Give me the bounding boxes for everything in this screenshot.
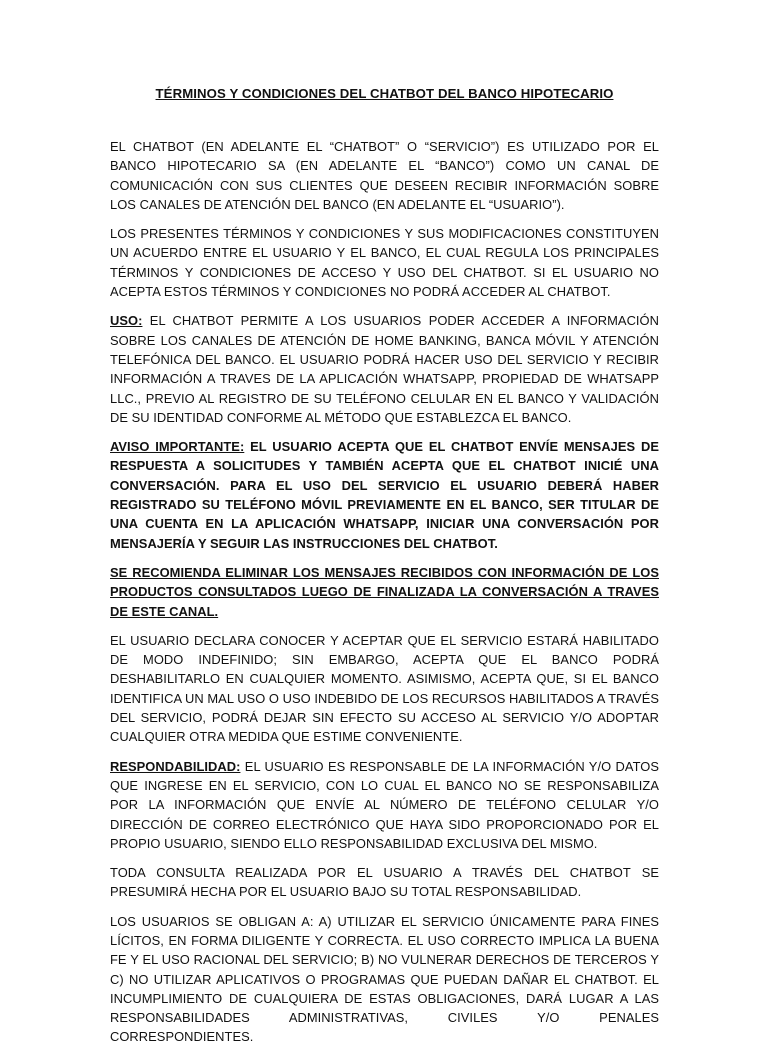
paragraph-consulta (110, 863, 659, 902)
recomendacion-text: SE RECOMIENDA ELIMINAR LOS MENSAJES RECIBIDOS CON INFORMACIÓN DE LOS PRODUCTOS CONSULTADOS LUEGO DE FINALIZADA LA CONVERSACIÓN A TRAVES DE ESTE CANAL. (110, 564, 659, 619)
uso-text: EL CHATBOT PERMITE A LOS USUARIOS PODER ACCEDER A INFORMACIÓN SOBRE LOS CANALES DE ATENCIÓN DE HOME BANKING, BANCA MÓVIL Y ATENCIÓN TELEFÓNICA DEL BANCO. EL USUARIO PODRÁ HACER USO DEL SERVICIO Y RECIBIR INFORMACIÓN A TRAVES DE LA APLICACIÓN WHATSAPP, PROPIEDAD DE WHATSAPP LLC., PREVIO AL REGISTRO DE SU TELÉFONO CELULAR EN EL BANCO Y VALIDACIÓN DE SU IDENTIDAD CONFORME AL MÉTODO QUE ESTABLEZCA EL BANCO. (110, 313, 659, 425)
document-title: TÉRMINOS Y CONDICIONES DEL CHATBOT DEL BANCO HIPOTECARIO (155, 86, 614, 101)
paragraph-obligaciones (110, 912, 659, 1047)
aviso-label: AVISO IMPORTANTE: (110, 439, 245, 455)
obligaciones-text: LOS USUARIOS SE OBLIGAN A: A) UTILIZAR EL SERVICIO ÚNICAMENTE PARA FINES LÍCITOS, EN FORMA DILIGENTE Y CORRECTA. EL USO CORRECTO IMPLICA LA BUENA FE Y EL USO RACIONAL DEL SERVICIO; B) NO VULNERAR DERECHOS DE TERCEROS Y C) NO UTILIZAR APLICATIVOS O PROGRAMAS QUE PUEDAN DAÑAR EL CHATBOT. EL INCUMPLIMIENTO DE CUALQUIERA DE ESTAS OBLIGACIONES, DARÁ LUGAR A LAS RESPONSABILIDADES ADMINISTRATIVAS, CIVILES Y/O PENALES CORRESPONDIENTES. (110, 913, 659, 1045)
responsabilidad-text: EL USUARIO ES RESPONSABLE DE LA INFORMACIÓN Y/O DATOS QUE INGRESE EN EL SERVICIO, CON LO CUAL EL BANCO NO SE RESPONSABILIZA POR LA INFORMACIÓN QUE ENVÍE AL NÚMERO DE TELÉFONO CELULAR Y/O DIRECCIÓN DE CORREO ELECTRÓNICO QUE HAYA SIDO PROPORCIONADO POR EL PROPIO USUARIO, SIENDO ELLO RESPONSABILIDAD EXCLUSIVA DEL MISMO. (110, 758, 659, 851)
paragraph-responsabilidad (110, 757, 659, 853)
paragraph-intro (110, 137, 659, 214)
paragraph-agreement (110, 224, 659, 301)
aviso-text: EL USUARIO ACEPTA QUE EL CHATBOT ENVÍE MENSAJES DE RESPUESTA A SOLICITUDES Y TAMBIÉN ACEPTA QUE EL CHATBOT INICIÉ UNA CONVERSACIÓN. PARA EL USO DEL SERVICIO EL USUARIO DEBERÁ HABER REGISTRADO SU TELÉFONO MÓVIL PREVIAMENTE EN EL BANCO, SER TITULAR DE UNA CUENTA EN LA APLICACIÓN WHATSAPP, INICIAR UNA CONVERSACIÓN POR MENSAJERÍA Y SEGUIR LAS INSTRUCCIONES DEL CHATBOT. (110, 439, 659, 551)
uso-label: USO: (110, 313, 143, 329)
responsabilidad-label: RESPONDABILIDAD: (110, 758, 241, 774)
consulta-text: TODA CONSULTA REALIZADA POR EL USUARIO A TRAVÉS DEL CHATBOT SE PRESUMIRÁ HECHA POR EL USUARIO BAJO SU TOTAL RESPONSABILIDAD. (110, 865, 659, 900)
paragraph-recomendacion (110, 563, 659, 621)
paragraph-uso (110, 311, 659, 427)
paragraph-intro-text: EL CHATBOT (EN ADELANTE EL “CHATBOT” O “SERVICIO”) ES UTILIZADO POR EL BANCO HIPOTECARIO SA (EN ADELANTE EL “BANCO”) COMO UN CANAL DE COMUNICACIÓN CON SUS CLIENTES QUE DESEEN RECIBIR INFORMACIÓN SOBRE LOS CANALES DE ATENCIÓN DEL BANCO (EN ADELANTE EL “USUARIO”). (110, 139, 659, 212)
paragraph-habilitacion (110, 631, 659, 747)
habilitacion-text: EL USUARIO DECLARA CONOCER Y ACEPTAR QUE EL SERVICIO ESTARÁ HABILITADO DE MODO INDEFINIDO; SIN EMBARGO, ACEPTA QUE EL BANCO PODRÁ DESHABILITARLO EN CUALQUIER MOMENTO. ASIMISMO, ACEPTA QUE, SI EL BANCO IDENTIFICA UN MAL USO O USO INDEBIDO DE LOS RECURSOS HABILITADOS A TRAVÉS DEL SERVICIO, PODRÁ DEJAR SIN EFECTO SU ACCESO AL SERVICIO Y/O ADOPTAR CUALQUIER OTRA MEDIDA QUE ESTIME CONVENIENTE. (110, 632, 659, 745)
paragraph-agreement-text: LOS PRESENTES TÉRMINOS Y CONDICIONES Y SUS MODIFICACIONES CONSTITUYEN UN ACUERDO ENTRE EL USUARIO Y EL BANCO, EL CUAL REGULA LOS PRINCIPALES TÉRMINOS Y CONDICIONES DE ACCESO Y USO DEL CHATBOT. SI EL USUARIO NO ACEPTA ESTOS TÉRMINOS Y CONDICIONES NO PODRÁ ACCEDER AL CHATBOT. (110, 226, 659, 300)
document-page (110, 84, 659, 1057)
paragraph-aviso (110, 437, 659, 553)
